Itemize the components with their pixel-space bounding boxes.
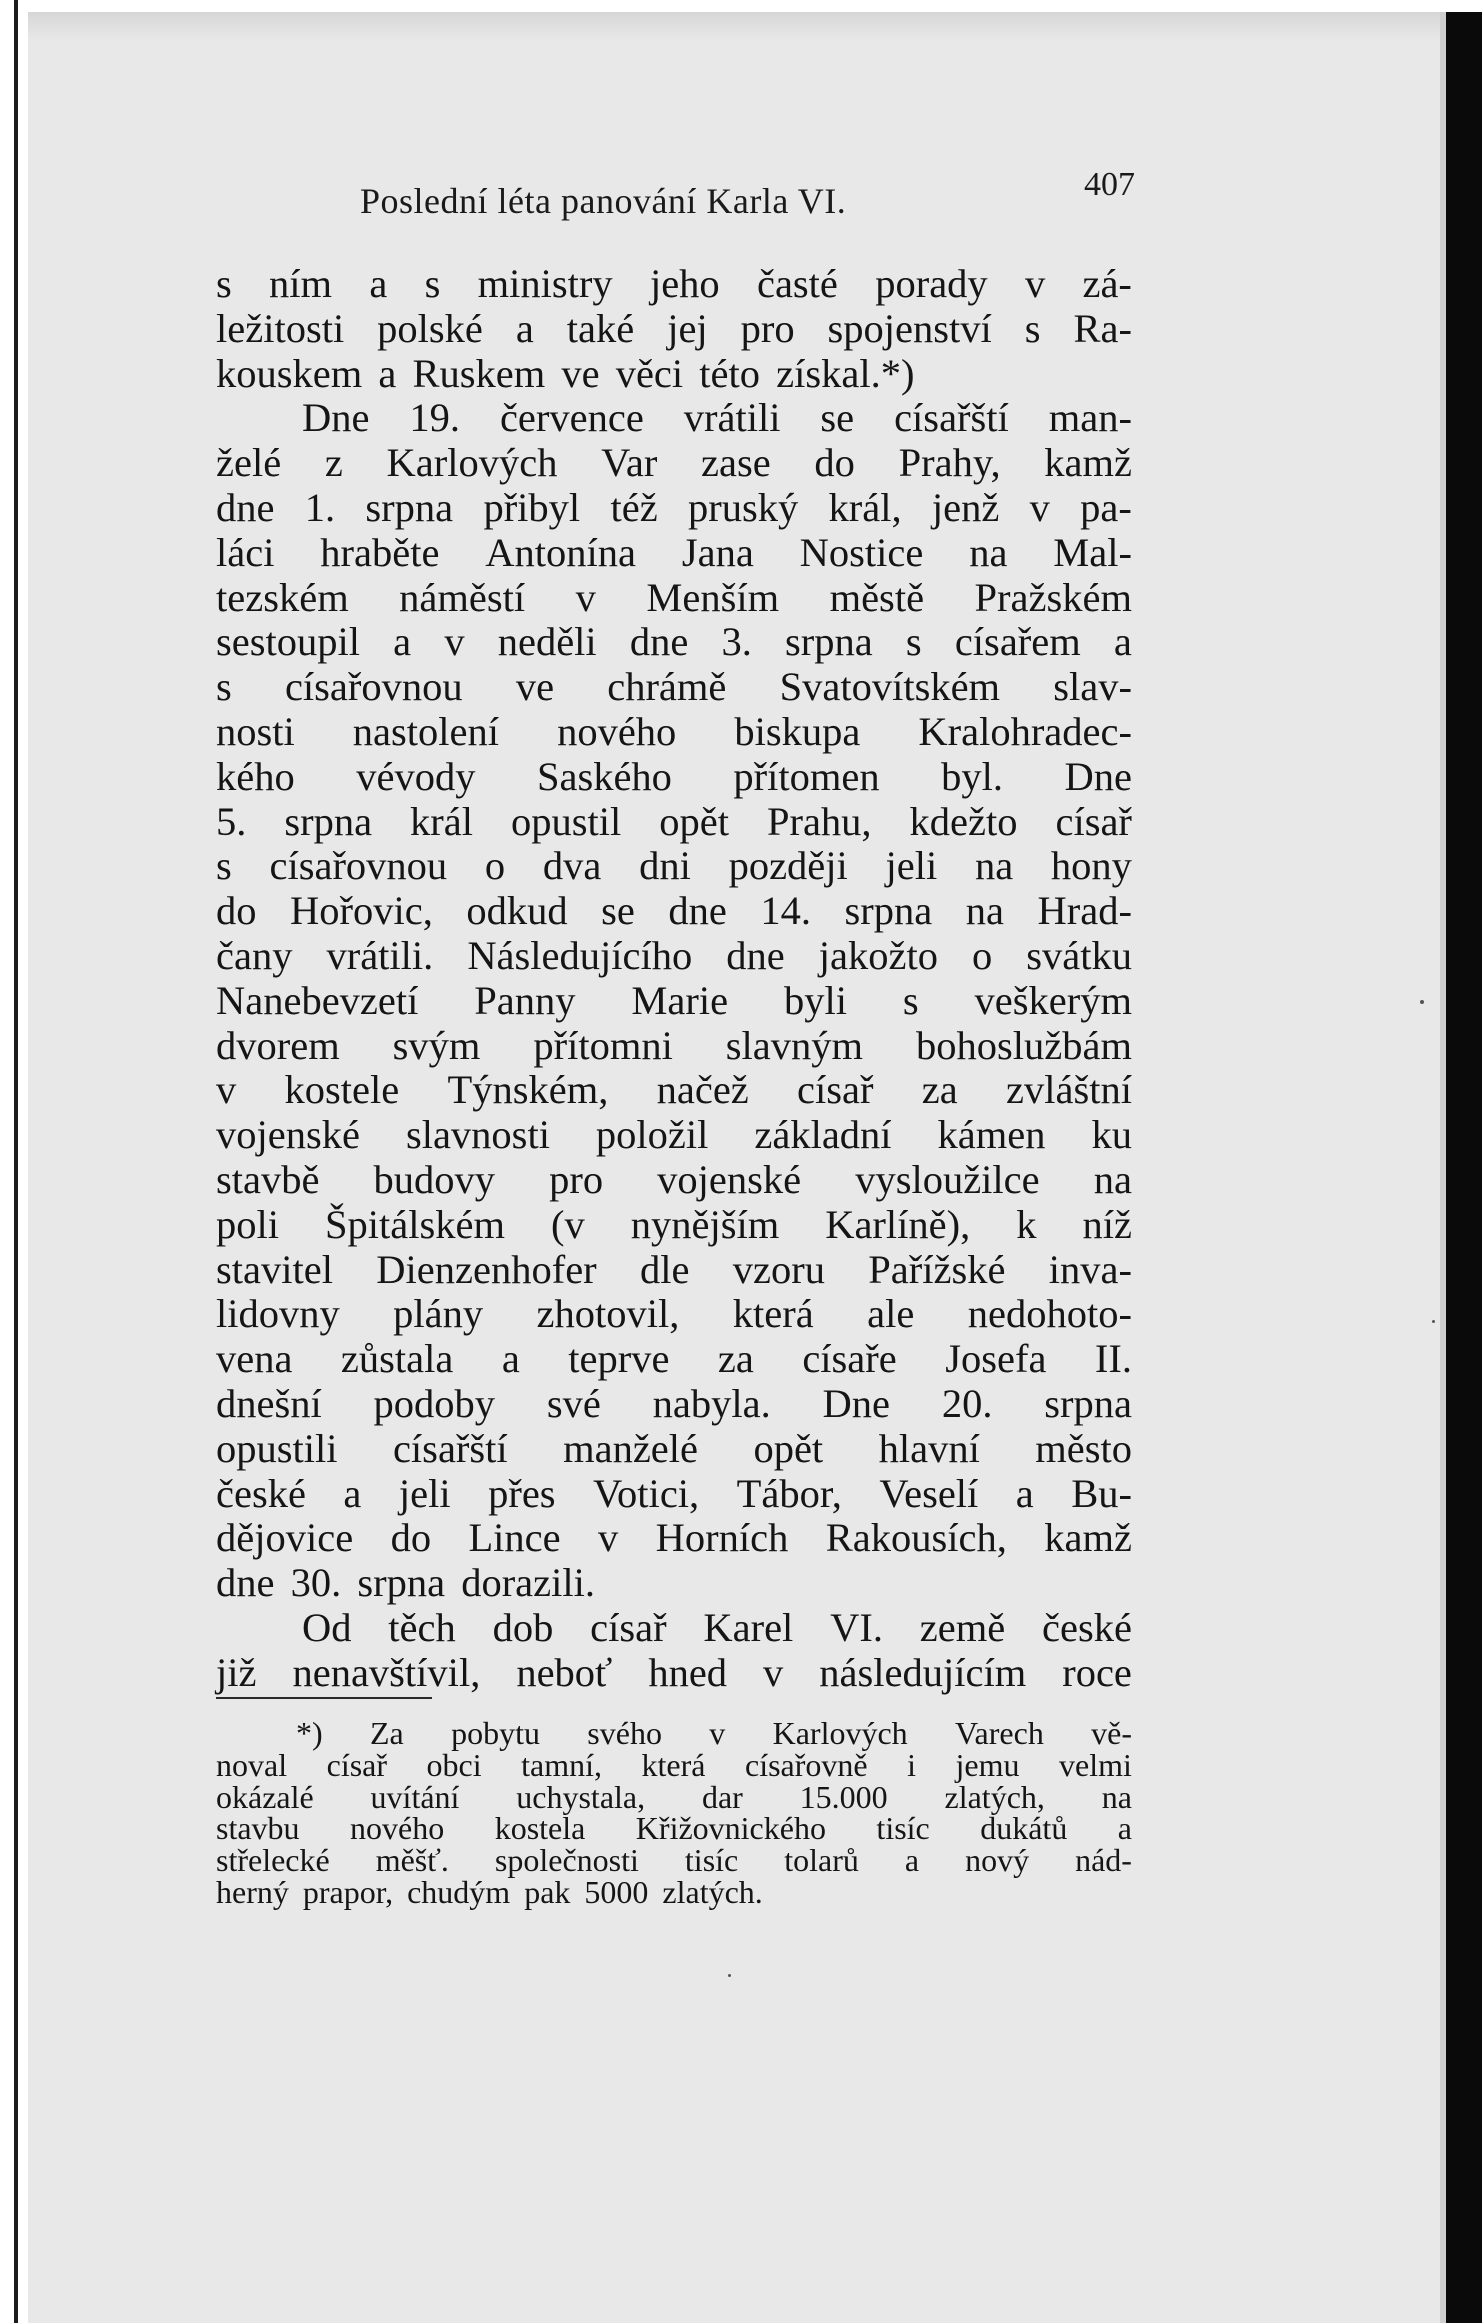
text-line: vojenské slavnosti položil základní kámen ku: [216, 1112, 1132, 1158]
text-line: láci hraběte Antonína Jana Nostice na Mal-: [216, 529, 1132, 575]
text-line: kouskem a Ruskem ve věci této získal.*): [216, 350, 915, 396]
text-line: do Hořovic, odkud se dne 14. srpna na Hrad-: [216, 888, 1132, 934]
body-text: [216, 262, 1132, 1696]
footnote-line: noval císař obci tamní, která císařovně i jemu velmi: [216, 1746, 1132, 1783]
text-line: dvorem svým přítomni slavným bohoslužbám: [216, 1022, 1132, 1068]
text-line: poli Špitálském (v nynějším Karlíně), k níž: [216, 1201, 1132, 1247]
paragraph-start-line: Od těch dob císař Karel VI. země české: [302, 1604, 1132, 1650]
text-line: vena zůstala a teprve za císaře Josefa II.: [216, 1336, 1132, 1382]
text-line: nosti nastolení nového biskupa Kralohradec-: [216, 708, 1132, 754]
scan-speck: [728, 1974, 731, 1977]
footnote-line: okázalé uvítání uchystala, dar 15.000 zlatých, na: [216, 1778, 1132, 1815]
text-line: s ním a s ministry jeho časté porady v zá-: [216, 261, 1132, 306]
text-line: kého vévody Saského přítomen byl. Dne: [216, 753, 1132, 799]
text-line: v kostele Týnském, načež císař za zvláštní: [216, 1067, 1132, 1113]
footnote-line: *) Za pobytu svého v Karlových Varech vě-: [296, 1715, 1132, 1751]
text-line: dne 30. srpna dorazili.: [216, 1560, 596, 1606]
text-line: opustili císařští manželé opět hlavní město: [216, 1425, 1132, 1471]
page-number: 407: [1084, 166, 1135, 203]
text-line: s císařovnou ve chrámě Svatovítském slav-: [216, 664, 1132, 710]
scan-left-margin: [0, 0, 28, 2323]
footnote-rule: [216, 1697, 432, 1699]
text-line: dějovice do Lince v Horních Rakousích, kamž: [216, 1515, 1132, 1561]
text-line: lidovny plány zhotovil, která ale nedohoto-: [216, 1291, 1132, 1337]
footnote-line: střelecké měšť. společnosti tisíc tolarů a nový nád-: [216, 1842, 1132, 1879]
text-line: české a jeli přes Votici, Tábor, Veselí a Bu-: [216, 1470, 1132, 1516]
running-header-title: Poslední léta panování Karla VI.: [360, 181, 847, 221]
scan-top-shadow: [28, 12, 1446, 40]
text-line: želé z Karlových Var zase do Prahy, kamž: [216, 440, 1132, 486]
scan-speck: [1420, 1000, 1424, 1004]
footnote: [216, 1715, 1132, 1910]
text-line: s císařovnou o dva dni později jeli na hony: [216, 843, 1132, 889]
text-line: 5. srpna král opustil opět Prahu, kdežto císař: [216, 798, 1132, 844]
footnote-line: stavbu nového kostela Křižovnického tisíc dukátů a: [216, 1810, 1132, 1847]
text-line: Nanebevzetí Panny Marie byli s veškerým: [216, 977, 1132, 1023]
paragraph-start-line: Dne 19. července vrátili se císařští man-: [302, 395, 1132, 441]
text-line: dnešní podoby své nabyla. Dne 20. srpna: [216, 1380, 1132, 1426]
footnote-line: herný prapor, chudým pak 5000 zlatých.: [216, 1873, 763, 1910]
text-line: dne 1. srpna přibyl též pruský král, jenž v pa-: [216, 484, 1132, 530]
text-line: stavbě budovy pro vojenské vysloužilce na: [216, 1156, 1132, 1202]
text-line: čany vrátili. Následujícího dne jakožto o svátku: [216, 932, 1132, 978]
scan-right-border: [1446, 12, 1482, 2323]
text-line: sestoupil a v neděli dne 3. srpna s císařem a: [216, 619, 1132, 665]
text-line: ležitosti polské a také jej pro spojenství s Ra-: [216, 305, 1132, 351]
text-line: již nenavštívil, neboť hned v následujícím roce: [216, 1649, 1132, 1695]
scan-speck: [1432, 1320, 1435, 1323]
scan-edge-line: [14, 0, 18, 2323]
text-line: stavitel Dienzenhofer dle vzoru Pařížské inva-: [216, 1246, 1132, 1292]
text-line: tezském náměstí v Menším městě Pražském: [216, 574, 1132, 620]
